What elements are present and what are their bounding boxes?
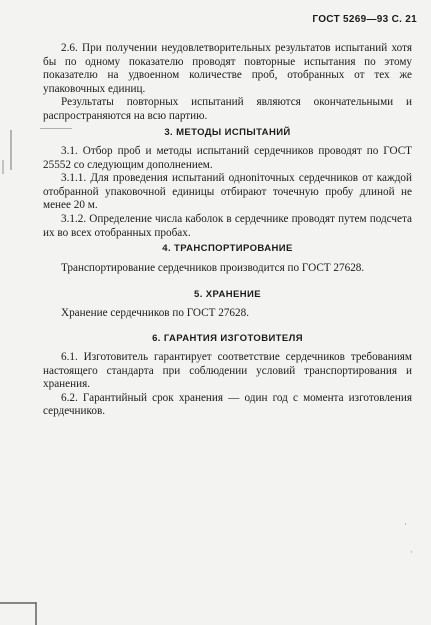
scan-margin-mark-2 (2, 160, 4, 174)
paragraph-3-1-1: 3.1.1. Для проведения испытаний одноniточных сердечников от каждой отобранной упаковочной единицы отбирают точечную пробу длиной не менее 20 м. (43, 172, 412, 212)
scan-dash-mark (40, 128, 72, 129)
scan-corner-line-vertical (35, 602, 37, 625)
paragraph-2-6-result: Результаты повторных испытаний являются окончательными и распространяются на всю партию. (43, 96, 412, 122)
scan-speck-2: · (410, 548, 413, 558)
page-header: ГОСТ 5269—93 С. 21 (312, 14, 417, 25)
paragraph-6-1: 6.1. Изготовитель гарантирует соответствие сердечников требованиям настоящего стандарта при соблюдении условий транспортирования и хранения. (43, 351, 412, 391)
scan-speck: · (404, 520, 407, 530)
section-2-6 (43, 42, 412, 124)
section-3-title: 3. МЕТОДЫ ИСПЫТАНИЙ (164, 127, 291, 138)
scan-margin-mark (10, 130, 12, 170)
section-3 (43, 145, 412, 240)
paragraph-2-6: 2.6. При получении неудовлетворительных результатов испытаний хотя бы по одному показателю проводят повторные испытания по этому показателю на удвоенном количестве проб, отобранных от тех же упаковочных единиц. (43, 42, 412, 95)
paragraph-5: Хранение сердечников по ГОСТ 27628. (61, 307, 250, 319)
section-5-title: 5. ХРАНЕНИЕ (194, 289, 261, 300)
section-4 (43, 262, 412, 276)
paragraph-3-1: 3.1. Отбор проб и методы испытаний сердечников проводят по ГОСТ 25552 со следующим дополнением. (43, 145, 412, 171)
scan-corner-line-horizontal (0, 602, 36, 604)
section-4-title: 4. ТРАНСПОРТИРОВАНИЕ (162, 243, 293, 254)
paragraph-6-2: 6.2. Гарантийный срок хранения — один год с момента изготовления сердечников. (43, 391, 412, 418)
section-6-title: 6. ГАРАНТИЯ ИЗГОТОВИТЕЛЯ (152, 333, 303, 344)
section-6 (43, 351, 412, 419)
paragraph-4: Транспортирование сердечников производится по ГОСТ 27628. (61, 262, 365, 274)
paragraph-3-1-2: 3.1.2. Определение числа каболок в сердечнике проводят путем подсчета их во всех отобранных пробах. (43, 212, 412, 239)
section-5 (43, 307, 412, 321)
